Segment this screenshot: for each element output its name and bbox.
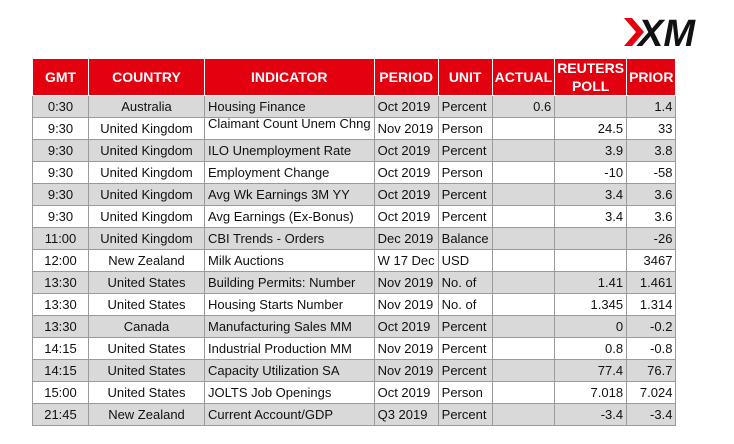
cell-reuters-poll: -10 [555, 162, 627, 184]
cell-unit: Percent [438, 338, 492, 360]
cell-unit: USD [438, 250, 492, 272]
cell-actual [492, 272, 555, 294]
table-row [33, 360, 676, 382]
cell-gmt: 9:30 [33, 118, 89, 140]
cell-prior: 1.314 [627, 294, 676, 316]
cell-unit: Percent [438, 206, 492, 228]
cell-unit: Percent [438, 140, 492, 162]
cell-country: New Zealand [89, 250, 205, 272]
cell-reuters-poll: 0 [555, 316, 627, 338]
cell-country: United Kingdom [89, 118, 205, 140]
cell-period: Oct 2019 [374, 382, 438, 404]
cell-period: Q3 2019 [374, 404, 438, 426]
table-row [33, 316, 676, 338]
cell-country: United Kingdom [89, 228, 205, 250]
cell-indicator: Avg Wk Earnings 3M YY [205, 184, 375, 206]
cell-gmt: 9:30 [33, 206, 89, 228]
cell-period: Nov 2019 [374, 118, 438, 140]
header-unit: UNIT [438, 59, 492, 96]
cell-indicator: Milk Auctions [205, 250, 375, 272]
cell-period: Oct 2019 [374, 184, 438, 206]
header-indicator: INDICATOR [205, 59, 375, 96]
cell-prior: -0.2 [627, 316, 676, 338]
cell-unit: No. of [438, 272, 492, 294]
cell-country: United Kingdom [89, 184, 205, 206]
header-period: PERIOD [374, 59, 438, 96]
cell-reuters-poll [555, 96, 627, 118]
cell-country: New Zealand [89, 404, 205, 426]
cell-country: United Kingdom [89, 162, 205, 184]
cell-period: Oct 2019 [374, 140, 438, 162]
cell-reuters-poll: 1.345 [555, 294, 627, 316]
logo-text: XM [638, 13, 695, 52]
cell-unit: Percent [438, 404, 492, 426]
table-row [33, 272, 676, 294]
cell-gmt: 13:30 [33, 294, 89, 316]
cell-gmt: 9:30 [33, 140, 89, 162]
cell-indicator: ILO Unemployment Rate [205, 140, 375, 162]
table-row [33, 96, 676, 118]
cell-prior: 3467 [627, 250, 676, 272]
cell-period: W 17 Dec [374, 250, 438, 272]
cell-country: United States [89, 294, 205, 316]
cell-country: United States [89, 272, 205, 294]
cell-gmt: 9:30 [33, 184, 89, 206]
cell-indicator: Housing Finance [205, 96, 375, 118]
cell-indicator: Manufacturing Sales MM [205, 316, 375, 338]
cell-country: United States [89, 338, 205, 360]
table-row [33, 338, 676, 360]
xm-logo [624, 12, 724, 52]
cell-country: United States [89, 382, 205, 404]
cell-gmt: 11:00 [33, 228, 89, 250]
cell-prior: -26 [627, 228, 676, 250]
cell-prior: 3.6 [627, 184, 676, 206]
cell-actual [492, 206, 555, 228]
cell-period: Oct 2019 [374, 316, 438, 338]
cell-actual [492, 228, 555, 250]
cell-actual [492, 162, 555, 184]
cell-indicator: Industrial Production MM [205, 338, 375, 360]
cell-indicator: Claimant Count Unem Chng [205, 118, 375, 140]
cell-indicator: Building Permits: Number [205, 272, 375, 294]
cell-reuters-poll: 7.018 [555, 382, 627, 404]
cell-prior: 1.461 [627, 272, 676, 294]
table-row [33, 250, 676, 272]
table-row [33, 382, 676, 404]
cell-unit: Percent [438, 316, 492, 338]
table-row [33, 294, 676, 316]
cell-actual [492, 294, 555, 316]
economic-calendar-table [32, 58, 676, 426]
cell-actual [492, 250, 555, 272]
cell-period: Nov 2019 [374, 360, 438, 382]
cell-actual [492, 140, 555, 162]
cell-country: United Kingdom [89, 206, 205, 228]
table-row [33, 162, 676, 184]
cell-gmt: 14:15 [33, 360, 89, 382]
cell-prior: -58 [627, 162, 676, 184]
cell-prior: 1.4 [627, 96, 676, 118]
header-prior: PRIOR [627, 59, 676, 96]
cell-actual [492, 360, 555, 382]
table-row [33, 228, 676, 250]
cell-gmt: 21:45 [33, 404, 89, 426]
cell-period: Nov 2019 [374, 338, 438, 360]
cell-actual [492, 184, 555, 206]
table-row [33, 184, 676, 206]
cell-period: Nov 2019 [374, 294, 438, 316]
cell-reuters-poll: 24.5 [555, 118, 627, 140]
cell-gmt: 0:30 [33, 96, 89, 118]
cell-prior: 76.7 [627, 360, 676, 382]
cell-period: Oct 2019 [374, 96, 438, 118]
cell-unit: Person [438, 118, 492, 140]
cell-indicator: Employment Change [205, 162, 375, 184]
cell-unit: Percent [438, 360, 492, 382]
header-row [33, 59, 676, 96]
cell-prior: 3.6 [627, 206, 676, 228]
table-row [33, 404, 676, 426]
cell-indicator: CBI Trends - Orders [205, 228, 375, 250]
cell-reuters-poll: 0.8 [555, 338, 627, 360]
cell-prior: 7.024 [627, 382, 676, 404]
cell-gmt: 15:00 [33, 382, 89, 404]
cell-indicator: Avg Earnings (Ex-Bonus) [205, 206, 375, 228]
cell-unit: Person [438, 382, 492, 404]
table-row [33, 118, 676, 140]
table-row [33, 140, 676, 162]
cell-reuters-poll: 3.9 [555, 140, 627, 162]
cell-reuters-poll [555, 228, 627, 250]
cell-period: Dec 2019 [374, 228, 438, 250]
cell-reuters-poll: -3.4 [555, 404, 627, 426]
cell-actual [492, 404, 555, 426]
cell-period: Nov 2019 [374, 272, 438, 294]
cell-period: Oct 2019 [374, 206, 438, 228]
cell-prior: -0.8 [627, 338, 676, 360]
cell-prior: 33 [627, 118, 676, 140]
header-actual: ACTUAL [492, 59, 555, 96]
cell-actual [492, 382, 555, 404]
cell-country: United Kingdom [89, 140, 205, 162]
cell-indicator: Housing Starts Number [205, 294, 375, 316]
table-row [33, 206, 676, 228]
cell-actual: 0.6 [492, 96, 555, 118]
cell-actual [492, 338, 555, 360]
cell-reuters-poll: 3.4 [555, 184, 627, 206]
cell-gmt: 9:30 [33, 162, 89, 184]
cell-actual [492, 316, 555, 338]
cell-reuters-poll [555, 250, 627, 272]
cell-unit: Percent [438, 184, 492, 206]
cell-unit: Balance [438, 228, 492, 250]
cell-country: Canada [89, 316, 205, 338]
header-reuters-poll: REUTERS POLL [555, 59, 627, 96]
cell-gmt: 13:30 [33, 316, 89, 338]
cell-unit: No. of [438, 294, 492, 316]
cell-period: Oct 2019 [374, 162, 438, 184]
cell-actual [492, 118, 555, 140]
cell-country: Australia [89, 96, 205, 118]
cell-prior: 3.8 [627, 140, 676, 162]
cell-gmt: 12:00 [33, 250, 89, 272]
header-gmt: GMT [33, 59, 89, 96]
cell-country: United States [89, 360, 205, 382]
cell-reuters-poll: 1.41 [555, 272, 627, 294]
cell-reuters-poll: 77.4 [555, 360, 627, 382]
cell-gmt: 14:15 [33, 338, 89, 360]
header-country: COUNTRY [89, 59, 205, 96]
cell-indicator: JOLTS Job Openings [205, 382, 375, 404]
cell-indicator: Capacity Utilization SA [205, 360, 375, 382]
cell-indicator: Current Account/GDP [205, 404, 375, 426]
cell-gmt: 13:30 [33, 272, 89, 294]
cell-prior: -3.4 [627, 404, 676, 426]
cell-unit: Percent [438, 96, 492, 118]
cell-unit: Person [438, 162, 492, 184]
cell-reuters-poll: 3.4 [555, 206, 627, 228]
